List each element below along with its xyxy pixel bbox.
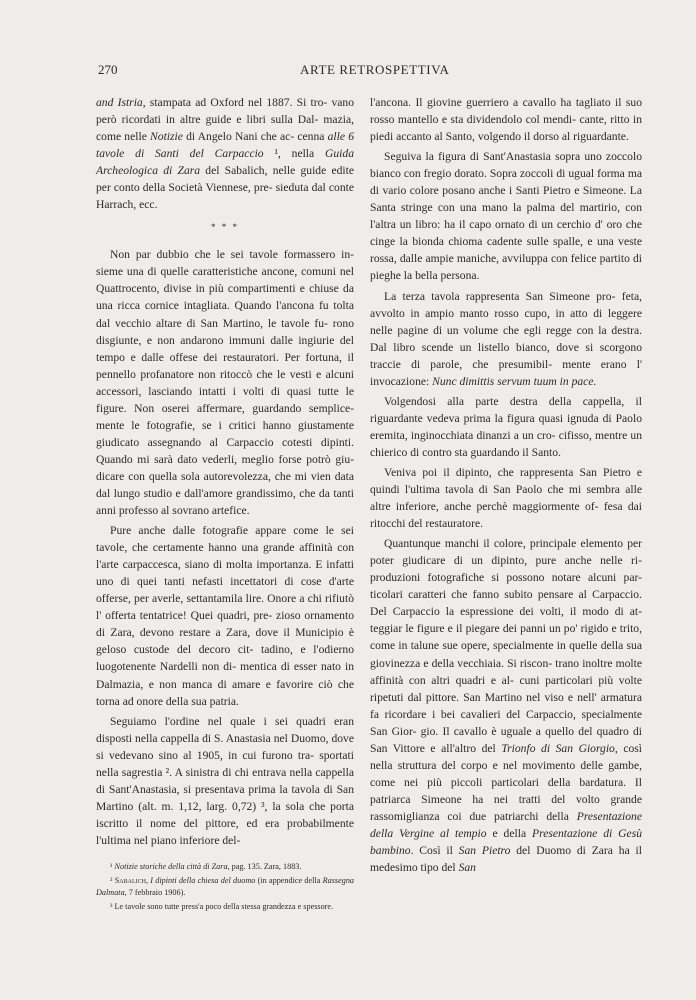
right-paragraph-6: Quantunque manchi il colore, principale elemento per poter giudicare di un dipinto, pure anche nelle ri- produzioni fotografiche si possono notare alcuni par- ticolari caratteri che fanno subito pensare al Carpaccio. Del Carpaccio la espressione dei volti, il modo di at- teggiar le figure e il piegare dei panni un po' rigido e trito, come in talune sue opere, specialmente in quelle della sua giovinezza e della vecchiaia. Si riscon- trano inoltre molte affinità con altri quadri e al- cuni particolari più volte ripetuti dal pittore. San Martino nel viso e nell' armatura fa ricordare i bei cavalieri del Carpaccio, specialmente San Gior- gio. Il cavallo è uguale a quello del quadro di San Vittore e all'altro del Trionfo di San Giorgio, così nella struttura del corpo e nel movimento delle gambe, come nei più piccoli particolari della bardatura. Il patriarca Simeone ha nei tratti del volto grande rassomiglianza coi due patriarchi della Presentazione della Vergine al tempio e della Presentazione di Gesù bambino. Così il San Pietro del Duomo di Zara ha il medesimo tipo del San — [370, 537, 642, 875]
right-column — [370, 94, 642, 879]
right-paragraph-1: l'ancona. Il giovine guerriero a cavallo ha tagliato il suo rosso mantello e sta dividendolo col mendi- cante, ritto in piedi accanto al Santo, volgendo il dorso al riguardante. — [370, 96, 642, 144]
footnotes — [96, 861, 354, 913]
left-column — [96, 94, 354, 916]
running-title: ARTE RETROSPETTIVA — [300, 62, 450, 77]
footnote-2: ² Sabalich, I dipinti della chiesa del duomo (in appendice della Rassegna Dalmata, 7 febbraio 1906). — [96, 876, 355, 897]
left-paragraph-1: and Istria, stampata ad Oxford nel 1887. Si tro- vano però ricordati in altre guide e libri sulla Dal- mazia, come nelle Notizie di Angelo Nani che ac- cenna alle 6 tavole di Santi del Carpaccio ¹, nella Guida Archeologica di Zara del Sabalich, nelle guide edite per conto della Società Viennese, pre- sieduta dal conte Harrach, ecc. — [96, 96, 355, 212]
left-paragraph-4: Seguiamo l'ordine nel quale i sei quadri eran disposti nella cappella di S. Anastasia nel Duomo, dove si vedevano sino al 1905, in cui furono tra- sportati nella sagrestia ². A sinistra di chi entrava nella cappella di Sant'Anastasia, si presentava prima la tavola di San Martino (alt. m. 1,12, larg. 0,72) ³, la sola che porta iscritto il nome del pittore, ed era probabilmente l'ultima nel piano inferiore del- — [96, 714, 354, 847]
right-paragraph-3: La terza tavola rappresenta San Simeone pro- feta, avvolto in ampio manto rosso cupo, in atto di leggere nelle pagine di un volume che egli regge con la destra. Dal libro scende un listello bianco, dove si scorgono traccie di parole, che presumibil- mente erano l' invocazione: Nunc dimittis servum tuum in pace. — [370, 289, 642, 388]
section-separator: * * * — [211, 222, 239, 233]
footnote-3: ³ Le tavole sono tutte press'a poco della stessa grandezza e spessore. — [110, 902, 334, 912]
right-paragraph-4: Volgendosi alla parte destra della cappella, il riguardante vedeva prima la figura quasi ignuda di Paolo eremita, inginocchiata dinanzi a un cro- cifisso, mentre un chierico di contro sta guardando il Santo. — [370, 394, 642, 459]
footnote-1: ¹ Notizie storiche della città di Zara, pag. 135. Zara, 1883. — [110, 861, 302, 871]
page-number: 270 — [98, 62, 118, 77]
left-paragraph-3: Pure anche dalle fotografie appare come le sei tavole, che certamente hanno una grande affinità con l'arte carpaccesca, siano di molta importanza. E infatti uno di quei tanti nefasti incettatori di cose d'arte offerse, per averle, settantamila lire. Onore a chi rifiutò l' offerta tentatrice! Quei quadri, pre- zioso ornamento di Zara, devono restare a Zara, dove il Municipio è geloso custode del decoro cit- tadino, e l'odierno luogotenente Nardelli non di- mentica di esser nato in Dalmazia, e non manca di amare e favorire ciò che torna ad onore della sua patria. — [96, 524, 354, 708]
left-paragraph-2: Non par dubbio che le sei tavole formassero in- sieme una di quelle caratteristiche ancone, comuni nel Quattrocento, divise in più compartimenti e chiuse da una ricca cornice intagliata. Quando l'ancona fu tolta dal vecchio altare di San Martino, le tavole fu- rono disgiunte, e non andarono immuni dalle ingiurie del tempo e dalle offese dei restauratori. Per fortuna, il pennello profanatore non ritoccò che le vesti e alcuni accessori, lasciando intatti i volti di quasi tutte le figure. Non oserei affermare, guardando semplice- mente le fotografie, se i critici hanno giustamente giudicato assegnando al Carpaccio cotesti dipinti. Quando mi sarà dato vederli, meglio forse potrò giu- dicare con quella sola autorevolezza, che mi vien data dal lungo studio e dall'amore grandissimo, che da tanti anni professo al sovrano artefice. — [96, 248, 354, 518]
right-paragraph-2: Seguiva la figura di Sant'Anastasia sopra uno zoccolo bianco con fregio dorato. Sopra zoccoli di ugual forma ma di vario colore posano anche i Santi Pietro e Simeone. La Santa stringe con una mano la palma del martirio, con l'altra un libro: ha il capo ornato di un cerchio d' oro che cinge la bionda chioma cadente sulle spalle, e una veste rossa, dalle ampie maniche, avviluppa con felice partito di pieghe la bella persona. — [370, 150, 642, 283]
right-paragraph-5: Veniva poi il dipinto, che rappresenta San Pietro e quindi l'ultima tavola di San Paolo che mi sembra alle altre inferiore, anche perchè maggiormente of- fesa dai ritocchi del restauratore. — [370, 465, 642, 531]
